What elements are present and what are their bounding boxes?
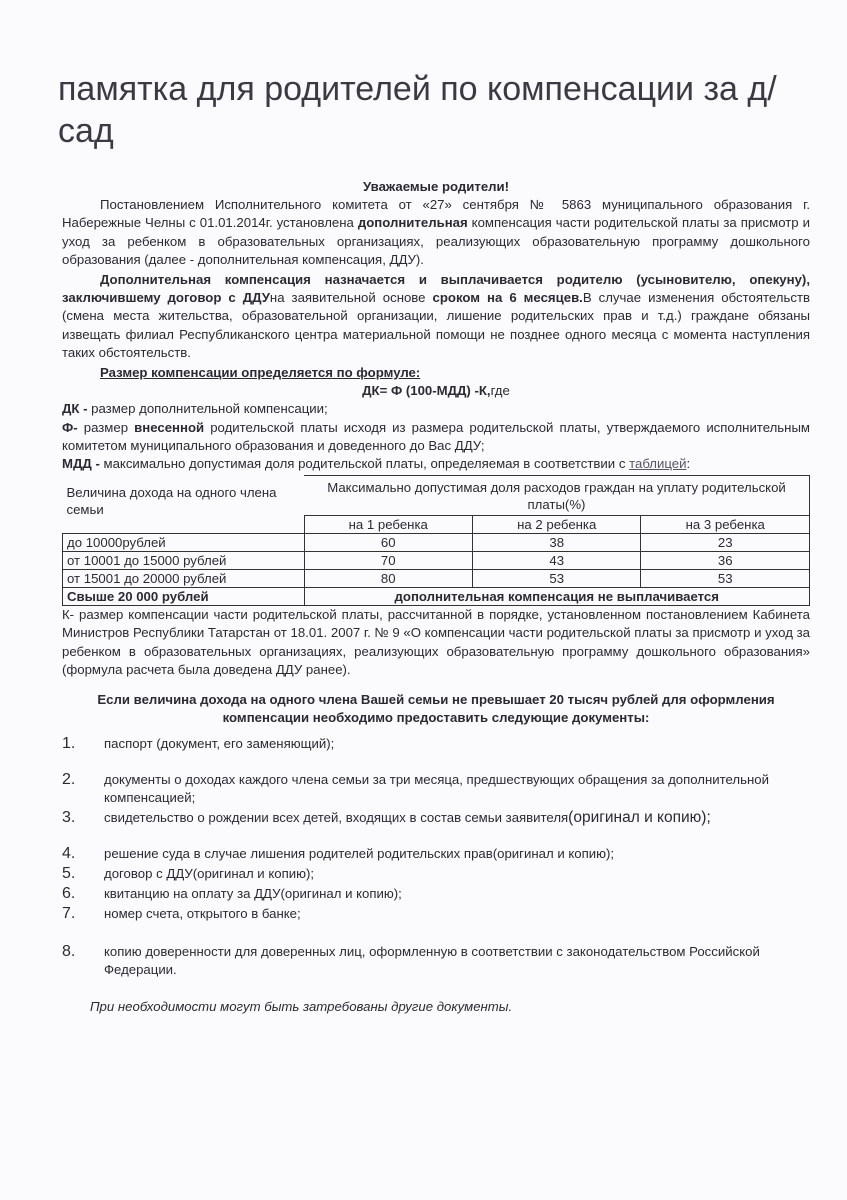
formula: ДК= Ф (100-МДД) -К,где bbox=[362, 383, 510, 399]
list-item: 5. договор с ДДУ(оригинал и копию); bbox=[62, 865, 315, 883]
list-item: 8. копию доверенности для доверенных лиц, оформленную в соответствии с законодательством Российской Федерации. bbox=[62, 943, 760, 978]
definition-f: Ф- размер внесенной родительской платы исходя из размера родительской платы, утверждаемого исполнительным комитетом муниципального образования и доведенного до Вас ДДУ; bbox=[62, 419, 810, 453]
table-row: от 10001 до 15000 рублей 70 43 36 bbox=[63, 552, 810, 570]
documents-heading: Если величина дохода на одного члена Вашей семьи не превышает 20 тысяч рублей для оформления компенсации необходимо предоставить следующие документы: bbox=[97, 692, 775, 726]
list-item: 4. решение суда в случае лишения родителей родительских прав(оригинал и копию); bbox=[62, 845, 615, 863]
formula-heading: Размер компенсации определяется по формуле: bbox=[100, 365, 421, 381]
table-row: до 10000рублей 60 38 23 bbox=[63, 534, 810, 552]
definition-k: К- размер компенсации части родительской платы, рассчитанной в порядке, установленном постановлением Кабинета Министров Республики Татарстан от 18.01. 2007 г. № 9 «О компенсации части родительской платы за присмотр и уход за ребенком в образовательных организациях, реализующих образовательную программу дошкольного образования» (формула расчета была доведена ДДУ ранее). bbox=[62, 607, 810, 677]
header-col-3: на 3 ребенка bbox=[641, 516, 810, 534]
paragraph-1: Постановлением Исполнительного комитета от «27» сентября № 5863 муниципального образования г. Набережные Челны с 01.01.2014г. установлена дополнительная компенсация части родительской платы за присмотр и уход за ребенком в образовательных организациях, реализующих образовательную программу дошкольного образования (далее - дополнительная компенсация, ДДУ). bbox=[62, 197, 810, 267]
header-col-1: на 1 ребенка bbox=[304, 516, 472, 534]
greeting: Уважаемые родители! bbox=[362, 179, 510, 194]
page-title: памятка для родителей по компенсации за д/сад bbox=[58, 70, 777, 150]
list-item: 6. квитанцию на оплату за ДДУ(оригинал и копию); bbox=[62, 885, 402, 903]
header-group: Максимально допустимая доля расходов граждан на уплату родительской платы(%) bbox=[304, 476, 810, 516]
paragraph-2: Дополнительная компенсация назначается и выплачивается родителю (усыновителю, опекуну), заключившему договор с ДДУна заявительной основе сроком на 6 месяцев.В случае изменения обстоятельств (смена места жительства, образовательной организации, лишение родительских прав и т.д.) граждане обязаны извещать филиал Республиканского центра материальной помощи не позднее одного месяца с момента наступления таких обстоятельств. bbox=[62, 272, 810, 360]
list-item: 1. паспорт (документ, его заменяющий); bbox=[62, 735, 335, 753]
table-link[interactable]: таблицей bbox=[629, 456, 687, 472]
definition-mdd: МДД - максимально допустимая доля родительской платы, определяемая в соответствии с таблицей: bbox=[62, 456, 691, 472]
list-item: 2. документы о доходах каждого члена семьи за три месяца, предшествующих обращения за дополнительной компенсацией; bbox=[62, 771, 769, 806]
table-row: Свыше 20 000 рублей дополнительная компенсация не выплачивается bbox=[63, 588, 810, 606]
header-col-2: на 2 ребенка bbox=[472, 516, 640, 534]
header-income: Величина дохода на одного члена семьи bbox=[66, 484, 277, 517]
mdd-table bbox=[62, 475, 810, 606]
list-item: 7. номер счета, открытого в банке; bbox=[62, 905, 301, 923]
list-item: 3. свидетельство о рождении всех детей, входящих в состав семьи заявителя(оригинал и копию); bbox=[62, 809, 711, 827]
documents-list bbox=[62, 735, 810, 979]
note: При необходимости могут быть затребованы другие документы. bbox=[90, 999, 513, 1015]
table-row: от 15001 до 20000 рублей 80 53 53 bbox=[63, 570, 810, 588]
definition-dk: ДК - размер дополнительной компенсации; bbox=[62, 401, 328, 417]
